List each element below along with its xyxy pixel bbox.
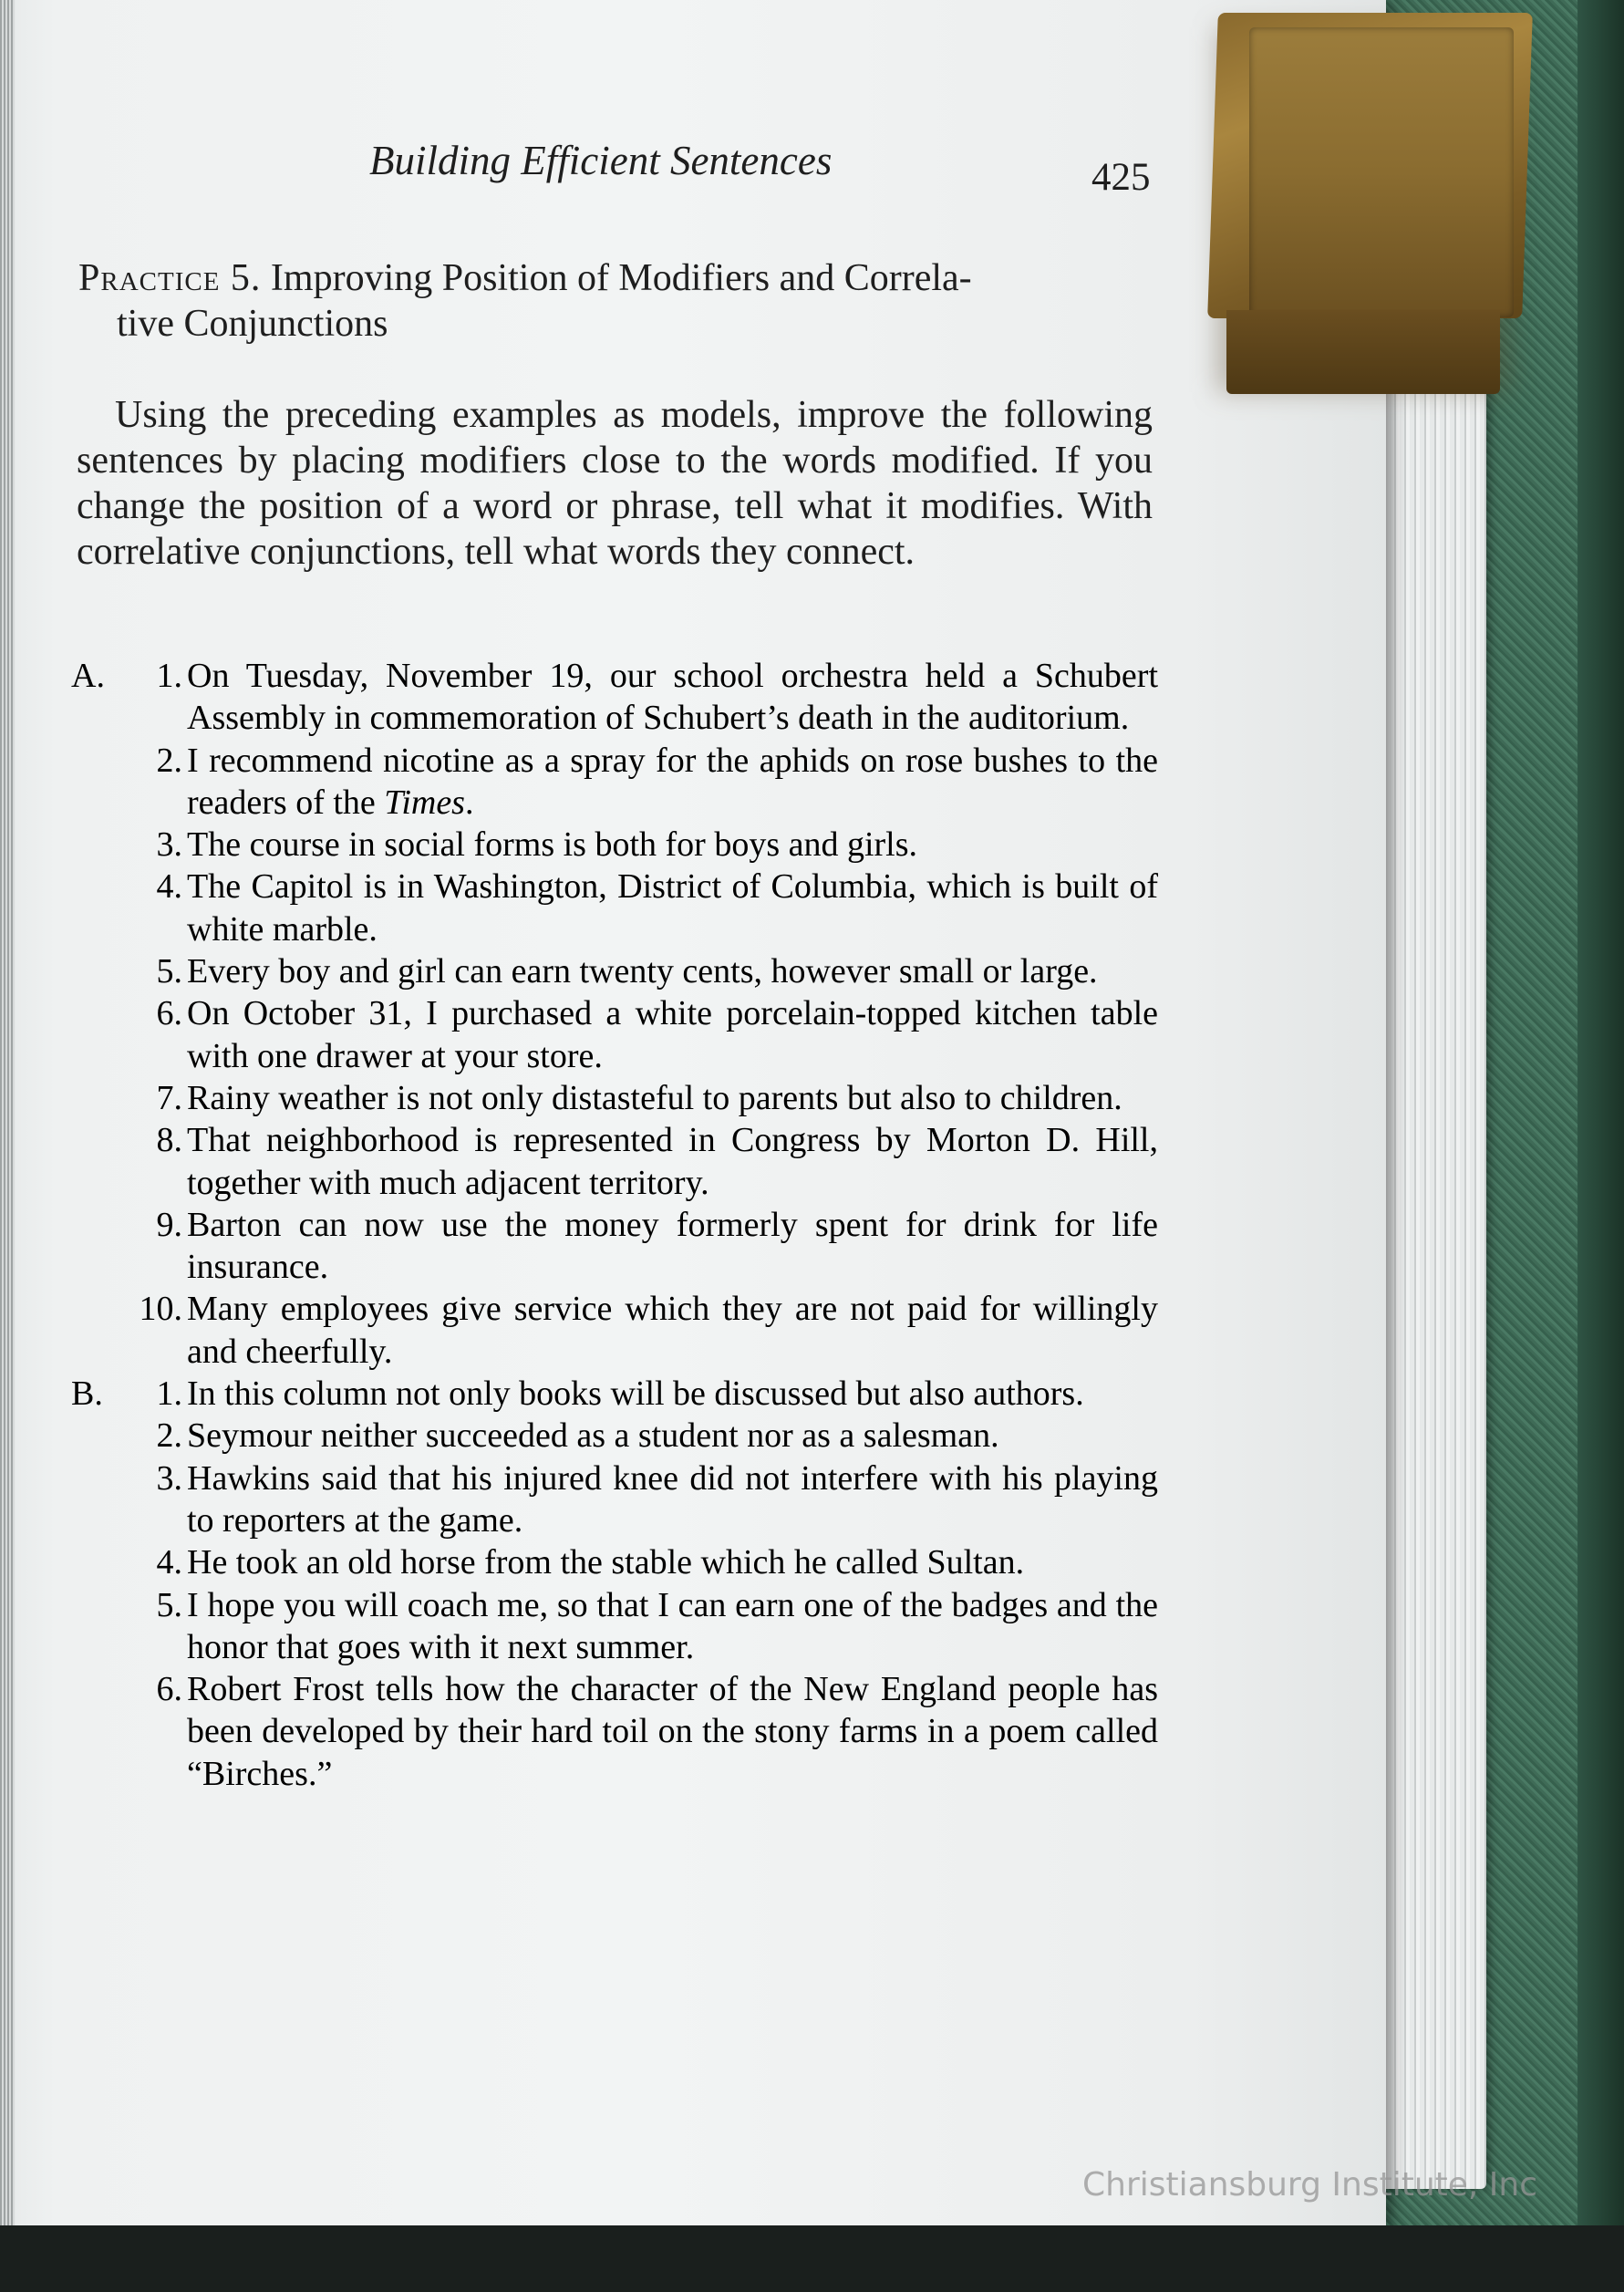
exercise-item bbox=[64, 992, 1158, 1077]
exercise-text-main: He took an old horse from the stable which he called Sultan. bbox=[187, 1543, 1025, 1582]
exercise-item bbox=[64, 655, 1158, 740]
exercise-text bbox=[187, 992, 1158, 1077]
exercise-text-main: I recommend nicotine as a spray for the aphids on rose bushes to the readers of the bbox=[187, 741, 1158, 822]
exercise-text bbox=[187, 655, 1158, 740]
exercise-text bbox=[187, 1457, 1158, 1542]
exercise-text-main: Hawkins said that his injured knee did not interfere with his playing to reporters at the game. bbox=[187, 1458, 1158, 1540]
exercise-item bbox=[64, 740, 1158, 824]
exercise-number: 2. bbox=[156, 741, 182, 780]
brass-clip-face bbox=[1249, 27, 1514, 317]
exercise-number: 4. bbox=[156, 1543, 182, 1582]
exercise-text bbox=[187, 1288, 1158, 1373]
exercise-text-main: Seymour neither succeeded as a student nor as a salesman. bbox=[187, 1416, 999, 1456]
exercise-number: 5. bbox=[156, 1585, 182, 1624]
exercise-item bbox=[64, 1668, 1158, 1795]
background-bottom bbox=[0, 2225, 1624, 2292]
exercise-text-main: The Capitol is in Washington, District of Columbia, which is built of white marble. bbox=[187, 867, 1158, 949]
exercise-text bbox=[187, 950, 1158, 992]
exercise-text-after: . bbox=[464, 783, 474, 822]
practice-title-line1: Improving Position of Modifiers and Correla- bbox=[270, 257, 972, 299]
practice-instructions bbox=[77, 392, 1153, 575]
exercise-text-main: Rainy weather is not only distasteful to parents but also to children. bbox=[187, 1078, 1122, 1117]
exercise-text-main: I hope you will coach me, so that I can earn one of the badges and the honor that goes with it next summer. bbox=[187, 1585, 1158, 1666]
exercise-text bbox=[187, 1584, 1158, 1669]
exercise-text-main: On Tuesday, November 19, our school orchestra held a Schubert Assembly in commemoration of Schubert’s death in the auditorium. bbox=[187, 657, 1158, 738]
exercise-number: 8. bbox=[156, 1121, 182, 1160]
exercise-text-main: Barton can now use the money formerly spent for drink for life insurance. bbox=[187, 1205, 1158, 1287]
brass-clip-lower bbox=[1226, 310, 1500, 394]
exercise-number: 9. bbox=[156, 1205, 182, 1244]
exercise-text-italic: Times bbox=[384, 783, 465, 822]
exercise-text bbox=[187, 1668, 1158, 1795]
exercise-number: 5. bbox=[156, 952, 182, 991]
exercise-number: 2. bbox=[156, 1416, 182, 1456]
page-number: 425 bbox=[1091, 156, 1151, 199]
exercise-text-main: On October 31, I purchased a white porcelain-topped kitchen table with one drawer at your store. bbox=[187, 994, 1158, 1075]
section-label: B. bbox=[71, 1374, 103, 1414]
exercise-text-main: The course in social forms is both for boys and girls. bbox=[187, 825, 918, 865]
exercise-number: 1. bbox=[156, 1374, 182, 1414]
exercise-text bbox=[187, 824, 1158, 866]
exercise-text bbox=[187, 1373, 1158, 1415]
page-left-edge bbox=[0, 0, 15, 2225]
exercise-number: 6. bbox=[156, 1670, 182, 1709]
practice-title-line2: tive Conjunctions bbox=[117, 303, 388, 345]
exercise-text bbox=[187, 866, 1158, 950]
exercise-item bbox=[64, 1457, 1158, 1542]
exercise-number: 1. bbox=[156, 657, 182, 695]
exercise-item bbox=[64, 1204, 1158, 1289]
exercise-text bbox=[187, 740, 1158, 824]
exercise-item bbox=[64, 1415, 1158, 1457]
exercise-number: 7. bbox=[156, 1078, 182, 1117]
exercise-text-main: That neighborhood is represented in Congress by Morton D. Hill, together with much adjacent territory. bbox=[187, 1121, 1158, 1202]
exercise-text bbox=[187, 1077, 1158, 1119]
exercise-item bbox=[64, 866, 1158, 950]
exercise-text-main: Robert Frost tells how the character of the New England people has been developed by their hard toil on the stony farms in a poem called “Birches.” bbox=[187, 1670, 1158, 1793]
exercise-item bbox=[64, 1077, 1158, 1119]
exercise-number: 3. bbox=[156, 1458, 182, 1498]
instructions-paragraph: Using the preceding examples as models, improve the following sentences by placing modifiers close to the words modified. If you change the position of a word or phrase, tell what it modifies. With correlative conjunctions, tell what words they connect. bbox=[77, 394, 1153, 573]
book-cover-edge bbox=[1577, 0, 1624, 2292]
exercise-text-main: Many employees give service which they are not paid for willingly and cheerfully. bbox=[187, 1290, 1158, 1371]
exercise-list bbox=[64, 655, 1158, 1795]
exercise-number: 10. bbox=[139, 1290, 182, 1329]
exercise-text bbox=[187, 1204, 1158, 1289]
exercise-item bbox=[64, 1119, 1158, 1204]
exercise-item bbox=[64, 1584, 1158, 1669]
exercise-text-main: Every boy and girl can earn twenty cents, however small or large. bbox=[187, 952, 1098, 991]
section-label: A. bbox=[71, 657, 105, 695]
exercise-item bbox=[64, 1541, 1158, 1583]
running-head: Building Efficient Sentences bbox=[369, 138, 833, 183]
exercise-item bbox=[64, 824, 1158, 866]
exercise-number: 4. bbox=[156, 867, 182, 907]
exercise-number: 6. bbox=[156, 994, 182, 1033]
exercise-text bbox=[187, 1415, 1158, 1457]
exercise-item bbox=[64, 1373, 1158, 1415]
exercise-number: 3. bbox=[156, 825, 182, 865]
watermark: Christiansburg Institute, Inc bbox=[1082, 2166, 1538, 2204]
exercise-item bbox=[64, 950, 1158, 992]
exercise-text bbox=[187, 1119, 1158, 1204]
exercise-text bbox=[187, 1541, 1158, 1583]
practice-label: Practice 5. bbox=[78, 257, 262, 299]
exercise-item bbox=[64, 1288, 1158, 1373]
exercise-text-main: In this column not only books will be discussed but also authors. bbox=[187, 1374, 1084, 1414]
practice-heading bbox=[78, 255, 972, 347]
